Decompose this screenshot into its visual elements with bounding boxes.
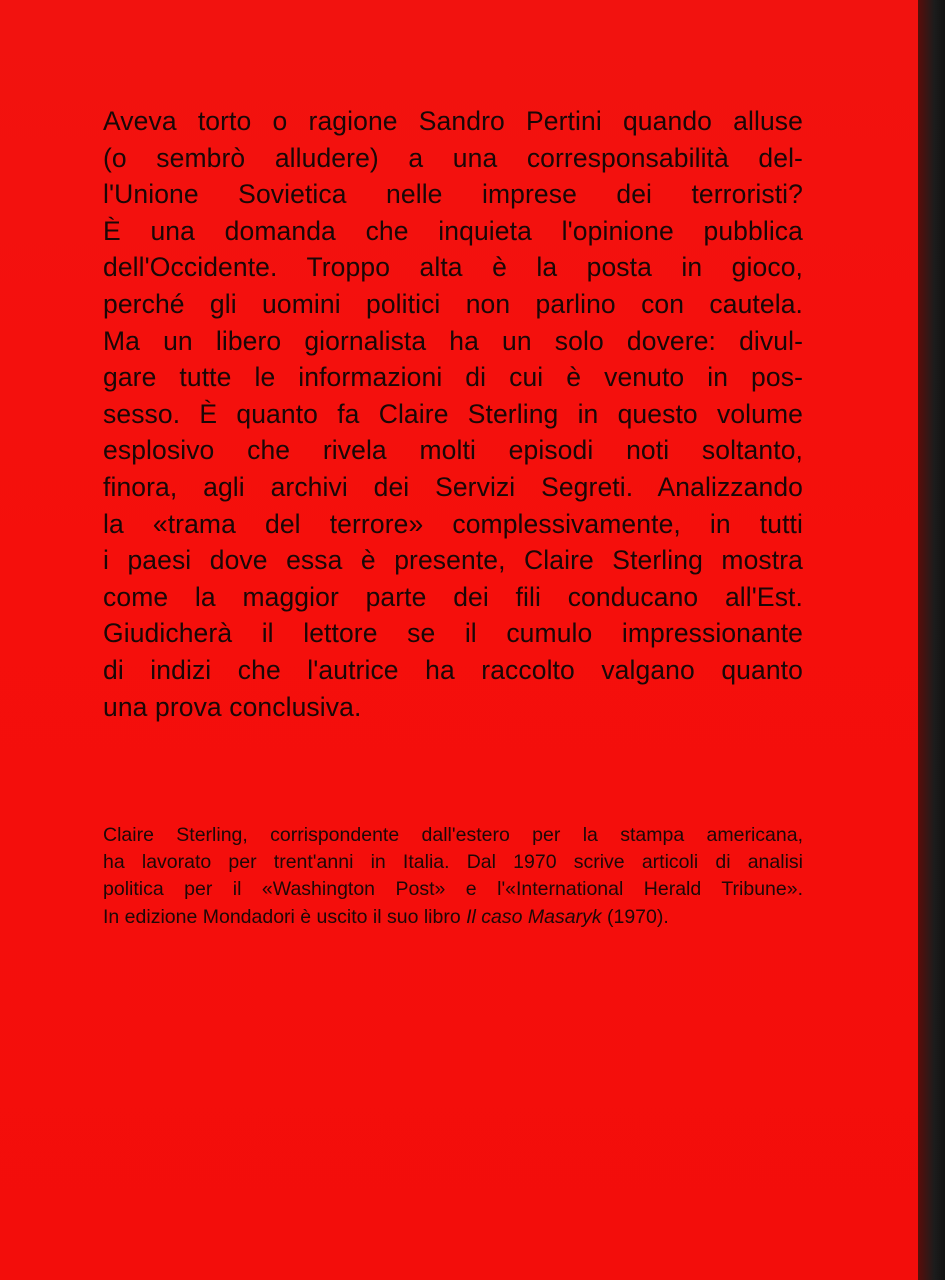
blurb-line: finora, agli archivi dei Servizi Segreti. Analizzando <box>103 471 803 502</box>
blurb-line: Aveva torto o ragione Sandro Pertini quando alluse <box>103 106 803 136</box>
bio-line-prefix: In edizione Mondadori è uscito il suo libro <box>103 905 467 928</box>
blurb-line: i paesi dove essa è presente, Claire Sterling mostra <box>103 545 803 576</box>
bio-line: ha lavorato per trent'anni in Italia. Dal 1970 scrive articoli di analisi <box>103 851 803 874</box>
blurb-line: l'Unione Sovietica nelle imprese dei terroristi? <box>103 179 803 210</box>
blurb-paragraph <box>103 103 803 725</box>
blurb-line: gare tutte le informazioni di cui è venuto in pos- <box>103 362 803 393</box>
blurb-line: sesso. È quanto fa Claire Sterling in questo volume <box>103 398 803 429</box>
blurb-line: una prova conclusiva. <box>103 691 362 722</box>
cover-edge-shadow <box>918 0 945 1280</box>
book-title: Il caso Masaryk <box>466 905 602 928</box>
blurb-line: È una domanda che inquieta l'opinione pubblica <box>103 215 803 246</box>
bio-line-suffix: (1970). <box>601 905 669 928</box>
blurb-line: la «trama del terrore» complessivamente, in tutti <box>103 508 803 539</box>
blurb-line: come la maggior parte dei fili conducano all'Est. <box>103 581 803 612</box>
author-bio <box>103 822 803 931</box>
bio-line: Claire Sterling, corrispondente dall'estero per la stampa americana, <box>103 824 803 846</box>
blurb-line: (o sembrò alludere) a una corresponsabilità del- <box>103 142 803 173</box>
blurb-line: perché gli uomini politici non parlino con cautela. <box>103 288 803 319</box>
blurb-line: Ma un libero giornalista ha un solo dovere: divul- <box>103 325 803 356</box>
bio-line: politica per il «Washington Post» e l'«International Herald Tribune». <box>103 878 803 901</box>
blurb-line: Giudicherà il lettore se il cumulo impressionante <box>103 618 803 649</box>
blurb-line: di indizi che l'autrice ha raccolto valgano quanto <box>103 654 803 685</box>
bio-line <box>103 904 803 931</box>
blurb-line: dell'Occidente. Troppo alta è la posta in gioco, <box>103 252 803 283</box>
blurb-line: esplosivo che rivela molti episodi noti soltanto, <box>103 435 803 466</box>
